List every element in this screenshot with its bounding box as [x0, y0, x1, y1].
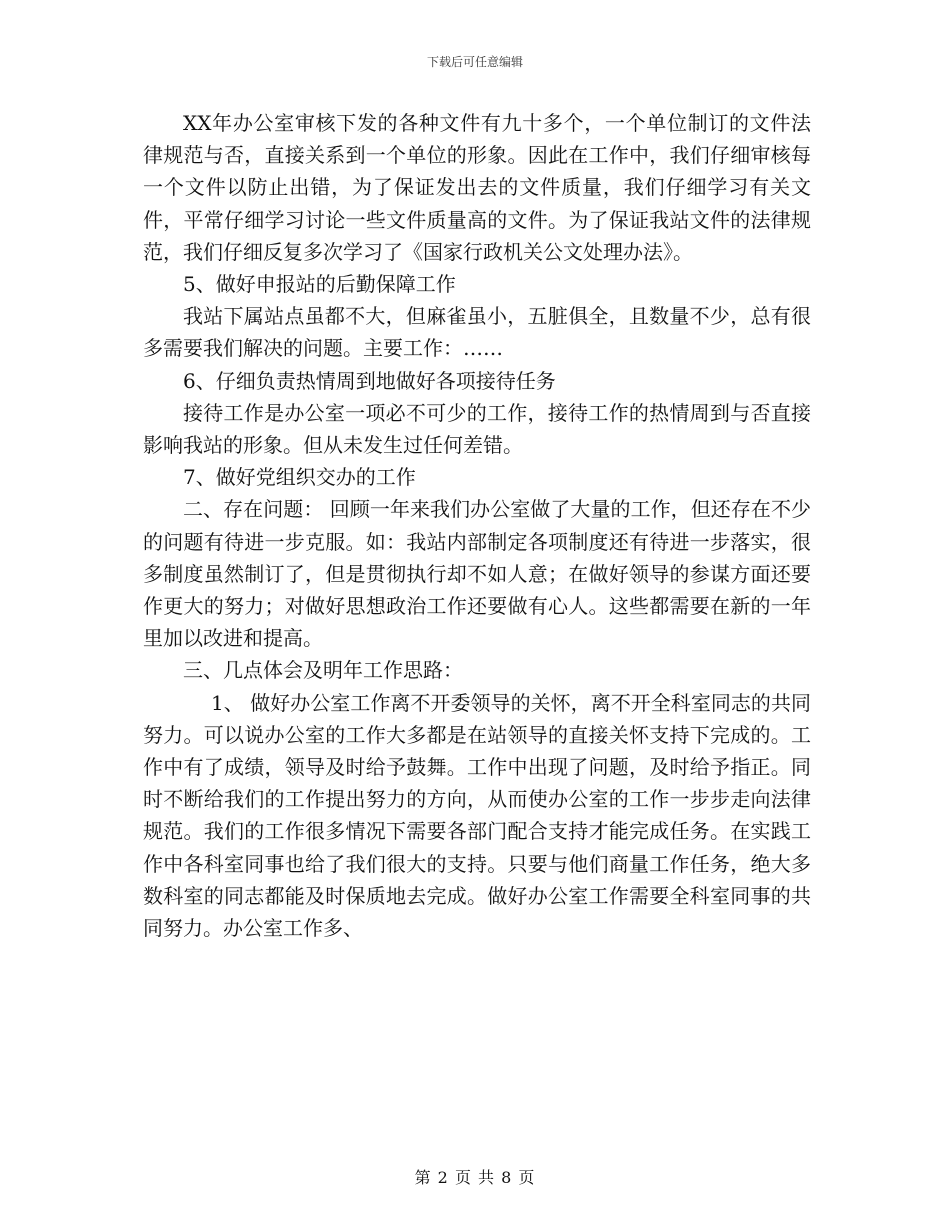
paragraph-6: 7、做好党组织交办的工作 [183, 465, 416, 490]
paragraph-9: 1、 做好办公室工作离不开委领导的关怀，离不开全科室同志的共同努力。可以说办公室的工作大多都是在站领导的直接关怀支持下完成的。工作中有了成绩，领导及时给予鼓舞。工作中出现了问题，及时给予指正。同时不断给我们的工作提出努力的方向，从而使办公室的工作一步步走向法律规范。我们的工作很多情况下需要各部门配合支持才能完成任务。在实践工作中各科室同事也给了我们很大的支持。只要与他们商量工作任务，绝大多数科室的同志都能及时保质地去完成。做好办公室工作需要全科室同事的共同努力。办公室工作多、 [143, 690, 811, 941]
paragraph-8: 三、几点体会及明年工作思路： [183, 658, 463, 683]
paragraph-7: 二、存在问题： 回顾一年来我们办公室做了大量的工作，但还存在不少的问题有待进一步克服。如：我站内部制定各项制度还有待进一步落实，很多制度虽然制订了，但是贯彻执行却不如人意；在做好领导的参谋方面还要作更大的努力；对做好思想政治工作还要做有心人。这些都需要在新的一年里加以改进和提高。 [143, 497, 811, 651]
paragraph-1: XX年办公室审核下发的各种文件有九十多个，一个单位制订的文件法律规范与否，直接关系到一个单位的形象。因此在工作中，我们仔细审核每一个文件以防止出错，为了保证发出去的文件质量，我们仔细学习有关文件，平常仔细学习讨论一些文件质量高的文件。为了保证我站文件的法律规范，我们仔细反复多次学习了《国家行政机关公文处理办法》。 [143, 111, 811, 264]
paragraph-2: 5、做好申报站的后勤保障工作 [183, 272, 456, 297]
page-number: 第 2 页 共 8 页 [414, 1168, 536, 1187]
paragraph-5: 接待工作是办公室一项必不可少的工作，接待工作的热情周到与否直接影响我站的形象。但从未发生过任何差错。 [143, 400, 811, 458]
paragraph-3: 我站下属站点虽都不大，但麻雀虽小，五脏俱全，且数量不少，总有很多需要我们解决的问题。主要工作：…… [143, 304, 811, 361]
paragraph-4: 6、仔细负责热情周到地做好各项接待任务 [183, 368, 556, 393]
page-header: 下载后可任意编辑 [426, 55, 523, 69]
document-body [143, 107, 811, 944]
